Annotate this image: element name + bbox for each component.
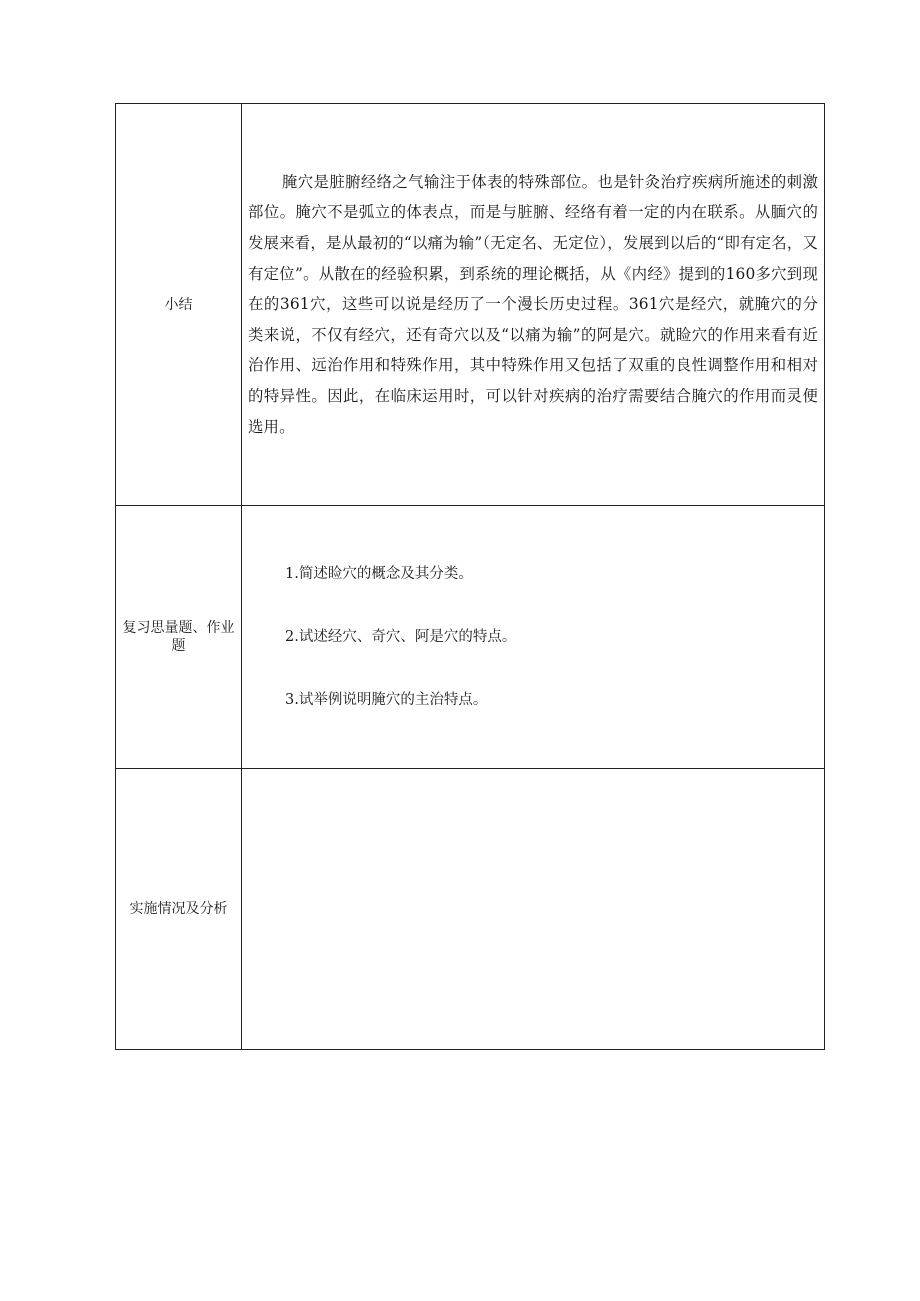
review-label-cell (116, 506, 242, 769)
question-item: 3.试举例说明腌穴的主治特点。 (285, 692, 488, 708)
summary-paragraph: 腌穴是脏腑经络之气输注于体表的特殊部位。也是针灸治疗疾病所施述的刺激部位。腌穴不是弧立的体表点，而是与脏腑、经络有着一定的内在联系。从腼穴的发展来看，是从最初的“以痛为输”（无定名、无定位），发展到以后的“即有定名，又有定位”。从散在的经验积累，到系统的理论概括，从《内经》提到的160多穴到现在的361穴，这些可以说是经历了一个漫长历史过程。361穴是经穴，就腌穴的分类来说，不仅有经穴，还有奇穴以及“以痛为输”的阿是穴。就睑穴的作用来看有近治作用、远治作用和特殊作用，其中特殊作用又包括了双重的良性调整作用和相对的特异性。因此，在临床运用时，可以针对疾病的治疗需要结合腌穴的作用而灵便选用。 (248, 172, 818, 436)
question-list (242, 564, 824, 710)
implementation-content-cell (242, 769, 825, 1050)
implementation-label: 实施情况及分析 (129, 901, 228, 917)
summary-label-cell (116, 104, 242, 506)
review-questions-row (116, 506, 825, 769)
lesson-plan-table (115, 103, 825, 1050)
review-label: 复习思量题、作业题 (122, 620, 235, 654)
summary-row (116, 104, 825, 506)
review-content-cell (242, 506, 825, 769)
implementation-row (116, 769, 825, 1050)
implementation-label-cell (116, 769, 242, 1050)
question-item: 2.试述经穴、奇穴、阿是穴的特点。 (285, 629, 517, 645)
summary-content-cell (242, 104, 825, 506)
question-item: 1.简述睑穴的概念及其分类。 (285, 566, 473, 582)
summary-label: 小结 (164, 296, 193, 313)
